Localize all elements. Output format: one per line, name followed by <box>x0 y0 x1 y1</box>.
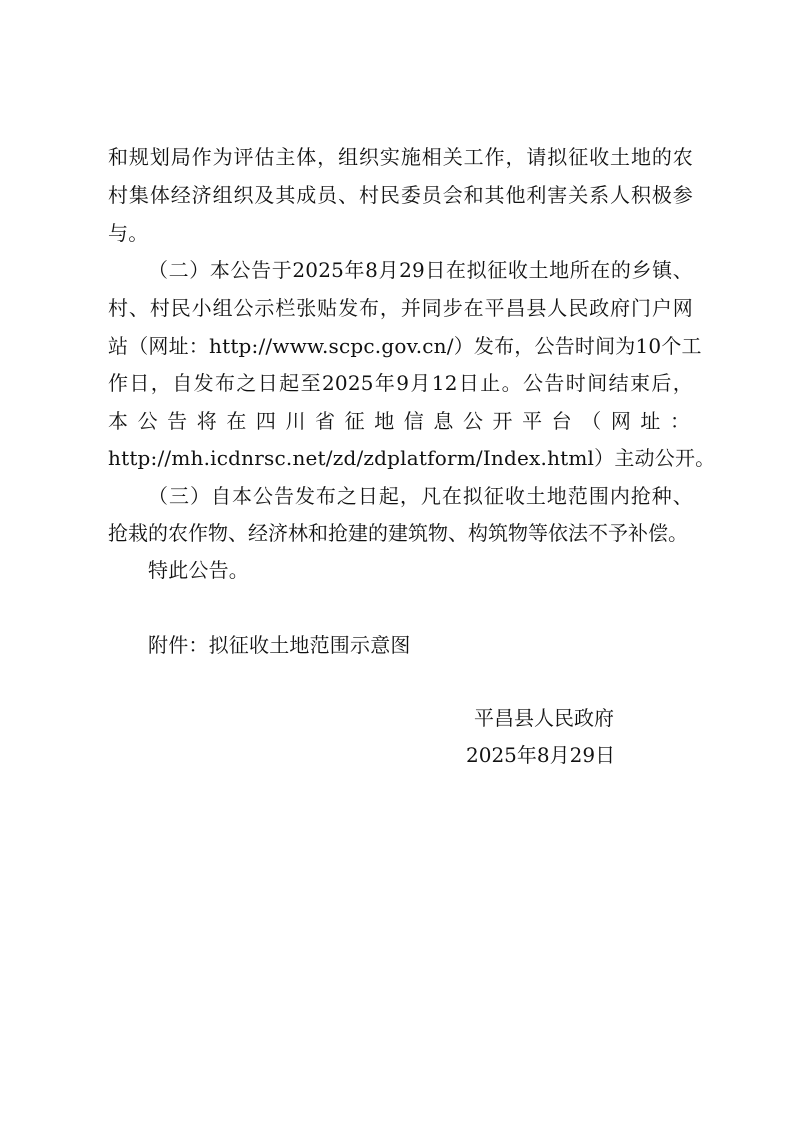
section-2-line: （二）本公告于2025年8月29日在拟征收土地所在的乡镇、 <box>148 258 693 282</box>
section-2-line: 作日，自发布之日起至2025年9月12日止。公告时间结束后， <box>108 371 693 395</box>
section-2-line: 村、村民小组公示栏张贴发布，并同步在平昌县人民政府门户网 <box>108 296 693 320</box>
text-line: 村集体经济组织及其成员、村民委员会和其他利害关系人积极参 <box>108 183 693 207</box>
attachment-text: 附件：拟征收土地范围示意图 <box>148 633 411 657</box>
section-3-line: 抢栽的农作物、经济林和抢建的建筑物、构筑物等依法不予补偿。 <box>108 521 688 545</box>
section-3-line: （三）自本公告发布之日起，凡在拟征收土地范围内抢种、 <box>148 484 693 508</box>
section-2-line: 本公告将在四川省征地信息公开平台（网址： <box>108 409 693 433</box>
section-2-line: http://mh.icdnrsc.net/zd/zdplatform/Index.html）主动公开。 <box>108 446 716 470</box>
closing-text: 特此公告。 <box>148 558 249 582</box>
section-2-line: 站（网址：http://www.scpc.gov.cn/）发布，公告时间为10个工 <box>108 334 702 358</box>
issuer-name: 平昌县人民政府 <box>474 706 614 730</box>
text-line: 和规划局作为评估主体，组织实施相关工作，请拟征收土地的农 <box>108 145 693 169</box>
text-line: 与。 <box>108 221 149 245</box>
issue-date: 2025年8月29日 <box>466 743 616 767</box>
